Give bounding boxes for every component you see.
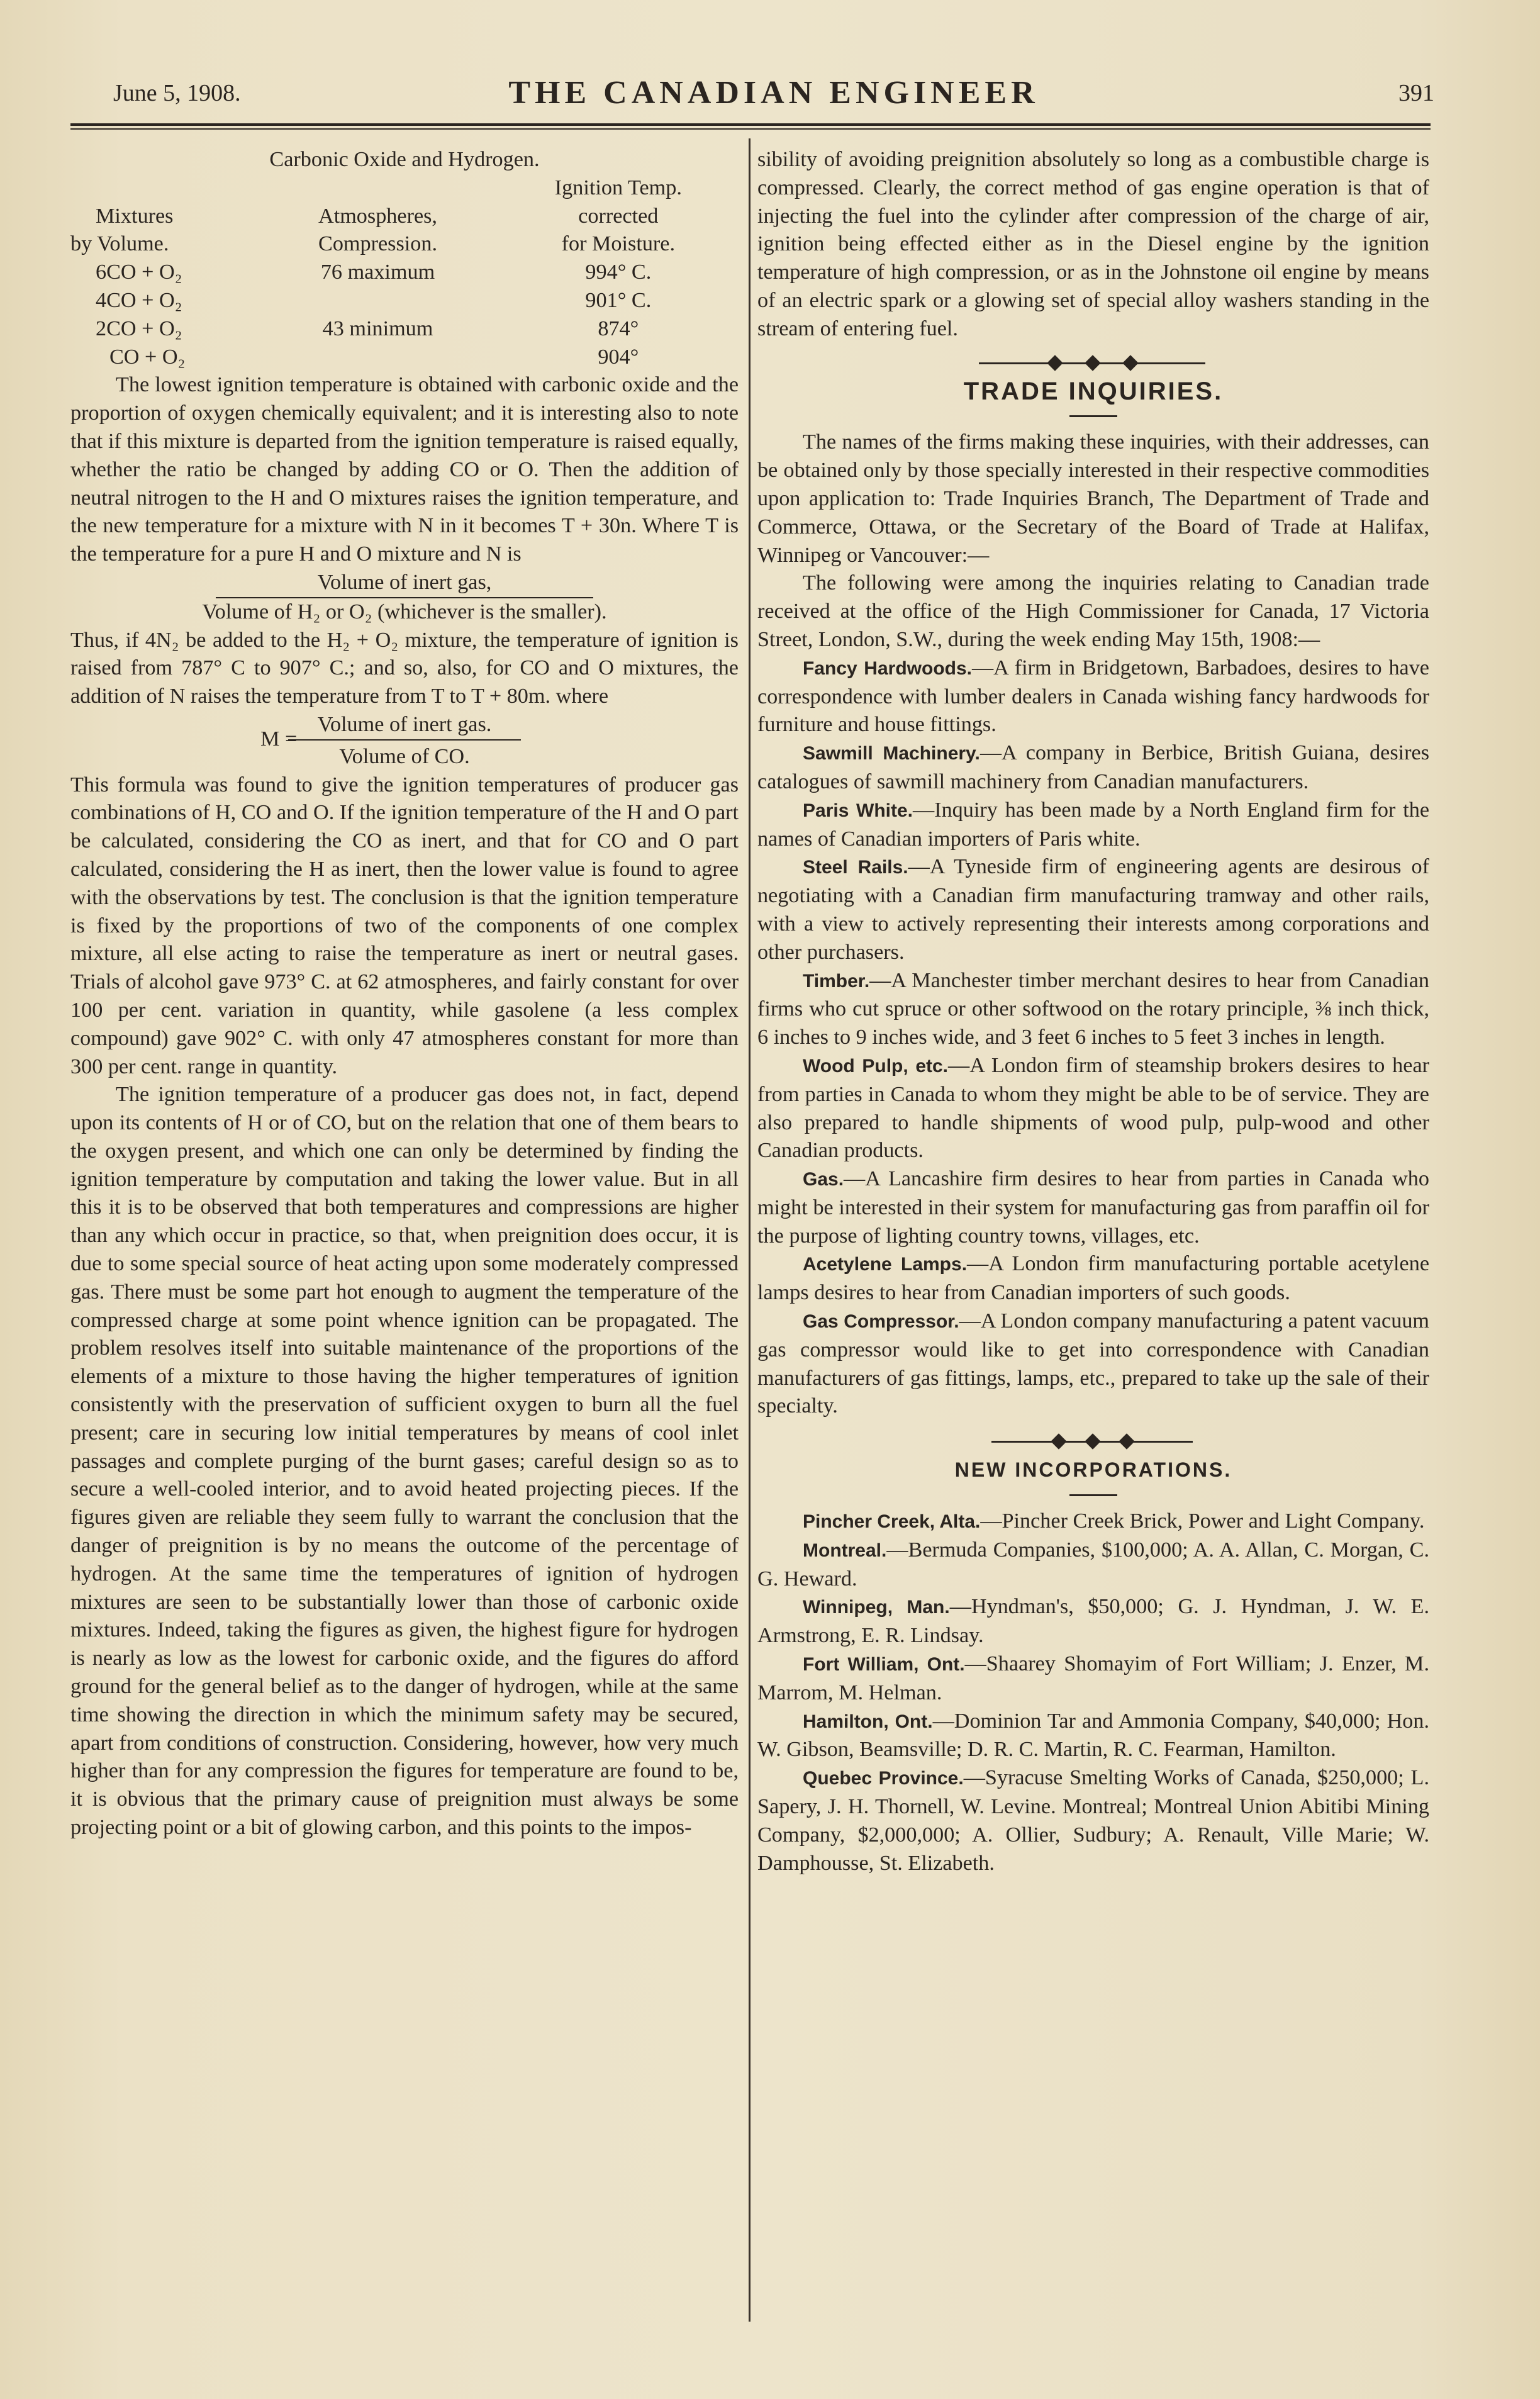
table-header-cell: by Volume. xyxy=(70,232,169,256)
body-paragraph: sibility of avoiding preignition absolutely so long as a combustible charge is compressed. Clearly, the correct method of gas engine operation is that of injecting the fuel into the cylinder after compression of the charge of air, ignition being effected either as in the Diesel engine by the ignition temperature of high compression, or as in the Johnstone oil engine by means of an electric spark or a glowing set of special alloy washers standing in the stream of entering fuel. xyxy=(757,148,1429,340)
table-header-cell: corrected xyxy=(578,204,659,228)
inquiry-text: —A London firm of steamship brokers desires to hear from parties in Canada to whom they might be able to be of service. They are also prepared to handle shipments of wood pulp, pulp-wood and other Canadian products. xyxy=(757,1053,1430,1163)
table-header-row xyxy=(70,203,739,231)
incorporation-item xyxy=(757,1708,1429,1765)
inquiry-item xyxy=(757,1307,1429,1421)
header-rule xyxy=(70,123,1431,126)
table-header-cell: Mixtures xyxy=(96,204,174,228)
section-title-trade-inquiries: TRADE INQUIRIES. xyxy=(963,377,1224,405)
body-paragraph: This formula was found to give the ignition temperatures of producer gas combinations of H, CO and O. If the ignition temperature of the H and O part be calculated, considering the CO as inert, and that for CO and O part calculated, considering the H as inert, then the lower value is found to agree with the observations by test. The conclusion is that the ignition temperature is fixed by the proportions of two of the components of one complex mixture, all else acting to raise the temperature as inert or neutral gases. Trials of alcohol gave 973° C. at 62 atmospheres, and fairly constant for over 100 per cent. variation in quantity, while gasolene (a less complex compound) gave 902° C. with only 47 atmospheres constant for more than 300 per cent. range in quantity. xyxy=(70,773,739,1078)
section-title-new-incorporations: NEW INCORPORATIONS. xyxy=(954,1458,1232,1482)
section-ornament xyxy=(757,1432,1429,1451)
table-cell: 901° C. xyxy=(585,288,652,312)
inquiry-item xyxy=(757,1165,1429,1250)
formula-fraction xyxy=(70,711,739,771)
incorporation-text: —Dominion Tar and Ammonia Company, $40,000; Hon. W. Gibson, Beamsville; D. R. C. Martin, R. C. Fearman, Hamilton. xyxy=(757,1709,1429,1762)
incorporation-lead: Hamilton, Ont. xyxy=(803,1711,933,1732)
inquiry-text: —A London firm manufacturing portable acetylene lamps desires to hear from Canadian importers of such goods. xyxy=(757,1252,1429,1305)
inquiry-lead: Gas. xyxy=(803,1169,844,1190)
inquiry-lead: Timber. xyxy=(803,970,870,992)
table-row xyxy=(70,287,739,315)
header-rule-thin xyxy=(70,128,1431,130)
inquiry-lead: Paris White. xyxy=(803,800,913,821)
incorporation-item xyxy=(757,1593,1429,1650)
incorporation-text: —Syracuse Smelting Works of Canada, $250,000; L. Sapery, J. H. Thornell, W. Levine. Montreal; Montreal Union Abitibi Mining Company, $2,000,000; A. Ollier, Sudbury; A. Renault, Ville Marie; W. Damphousse, St. Elizabeth. xyxy=(757,1766,1429,1875)
table-cell: 2CO + O₂ xyxy=(96,316,182,340)
table-cell: 904° xyxy=(598,345,639,369)
inquiry-item xyxy=(757,739,1429,797)
inquiry-item xyxy=(757,1250,1429,1307)
inquiry-text: —Inquiry has been made by a North England firm for the names of Canadian importers of Paris white. xyxy=(757,798,1429,851)
section-ornament xyxy=(757,354,1429,372)
table-header-cell: Ignition Temp. xyxy=(554,176,682,199)
table-cell: 43 minimum xyxy=(322,316,433,340)
left-column xyxy=(70,146,739,1842)
page-header xyxy=(113,69,1434,113)
incorporation-item xyxy=(757,1764,1429,1877)
formula-denominator: Volume of H₂ or O₂ (whichever is the smaller). xyxy=(202,600,607,624)
right-column xyxy=(757,146,1429,1877)
body-paragraph: The names of the firms making these inquiries, with their addresses, can be obtained only by those specially interested in their respective commodities upon application to: Trade Inquiries Branch, The Department of Trade and Commerce, Ottawa, or the Secretary of the Board of Trade at Halifax, Winnipeg or Vancouver:— xyxy=(757,430,1429,567)
table-cell: 994° C. xyxy=(585,260,652,284)
inquiry-item xyxy=(757,654,1429,739)
body-paragraph: The ignition temperature of a producer gas does not, in fact, depend upon its contents of H or of CO, but on the relation that one of them bears to the oxygen present, and which one can only be determined by finding the ignition temperature by computation and taking the lower value. But in all this it is to be observed that both temperatures and compressions are higher than any which occur in practice, so that, when preignition does occur, it is due to some special source of heat acting upon some moderately compressed gas. There must be some part hot enough to augment the temperature of the compressed charge at some point whence ignition can be propagated. The problem resolves itself into suitable maintenance of the proportions of the elements of a mixture to those having the higher temperatures of ignition consistently with the preservation of sufficient oxygen to burn all the fuel present; care in securing low initial temperatures by means of cool inlet passages and complete purging of the burnt gases; careful design so as to secure a well-cooled interior, and to avoid heated projecting pieces. If the figures given are reliable they seem fully to warrant the conclusion that the danger of preignition is by no means the outcome of the percentage of hydrogen. At the same time the temperatures of ignition of hydrogen mixtures are seen to be substantially lower than those of carbonic oxide mixtures. Indeed, taking the figures as given, the highest figure for hydrogen is nearly as low as the lowest for carbonic oxide, and the figures do afford ground for the general belief as to the danger of hydrogen, while at the same time showing the direction in which the minimum safety may be secured, apart from conditions of construction. Considering, however, how very much higher than for any compression the figures for temperature are found to be, it is obvious that the primary cause of preignition must always be some projecting point or a bit of glowing carbon, and this points to the impos- xyxy=(70,1083,739,1840)
table-header-row xyxy=(70,174,739,203)
formula-fraction xyxy=(70,569,739,627)
inquiry-lead: Fancy Hardwoods. xyxy=(803,657,972,679)
table-title: Carbonic Oxide and Hydrogen. xyxy=(269,148,540,171)
issue-date: June 5, 1908. xyxy=(113,80,241,106)
table-cell: 76 maximum xyxy=(320,260,435,284)
body-paragraph: The lowest ignition temperature is obtained with carbonic oxide and the proportion of oxygen chemically equivalent; and it is interesting also to note that if this mixture is departed from the ignition temperature is raised equally, whether the ratio be changed by adding CO or O. Then the addition of neutral nitrogen to the H and O mixtures raises the ignition temperature, and the new temperature for a mixture with N in it becomes T + 30n. Where T is the temperature for a pure H and O mixture and N is xyxy=(70,373,739,566)
inquiry-item xyxy=(757,853,1429,966)
table-row xyxy=(70,315,739,344)
fraction-bar xyxy=(288,739,521,741)
publication-title: THE CANADIAN ENGINEER xyxy=(508,75,1039,111)
incorporation-item xyxy=(757,1650,1429,1708)
formula-numerator: Volume of inert gas. xyxy=(317,712,492,736)
column-divider xyxy=(749,138,750,2322)
table-row xyxy=(70,259,739,287)
incorporation-lead: Winnipeg, Man. xyxy=(803,1597,950,1618)
body-paragraph: The following were among the inquiries relating to Canadian trade received at the office of the High Commissioner for Canada, 17 Victoria Street, London, S.W., during the week ending May 15th, 1908:— xyxy=(757,571,1429,651)
incorporation-lead: Quebec Province. xyxy=(803,1768,964,1789)
table-cell: 4CO + O₂ xyxy=(96,288,182,312)
table-cell: 6CO + O₂ xyxy=(96,260,182,284)
inquiry-lead: Sawmill Machinery. xyxy=(803,743,980,764)
table-cell: 874° xyxy=(598,316,639,340)
table-header-cell: Compression. xyxy=(318,232,437,256)
incorporation-text: —Bermuda Companies, $100,000; A. A. Allan, C. Morgan, C. G. Heward. xyxy=(757,1538,1429,1591)
incorporation-lead: Fort William, Ont. xyxy=(803,1654,965,1675)
inquiry-lead: Acetylene Lamps. xyxy=(803,1254,968,1275)
table-cell xyxy=(257,287,498,315)
incorporation-item xyxy=(757,1536,1429,1594)
body-paragraph: Thus, if 4N₂ be added to the H₂ + O₂ mixture, the temperature of ignition is raised from 787° C to 907° C.; and so, also, for CO and O mixtures, the addition of N raises the temperature from T to T + 80m. where xyxy=(70,628,739,708)
inquiry-text: —A Tyneside firm of engineering agents are desirous of negotiating with a Canadian firm manufacturing tramway and other rails, with a view to actively representing their interests among corporations and other purchasers. xyxy=(757,855,1429,964)
inquiry-item xyxy=(757,967,1429,1052)
table-cell: CO + O₂ xyxy=(109,345,186,369)
formula-numerator: Volume of inert gas, xyxy=(317,570,492,594)
incorporation-text: —Hyndman's, $50,000; G. J. Hyndman, J. W. E. Armstrong, E. R. Lindsay. xyxy=(757,1595,1429,1648)
table-header-cell: Atmospheres, xyxy=(318,204,437,228)
table-header-row xyxy=(70,230,739,259)
incorporation-lead: Montreal. xyxy=(803,1540,887,1561)
table-row xyxy=(70,344,739,372)
formula-lhs: M = xyxy=(260,727,298,751)
inquiry-text: —A London company manufacturing a patent vacuum gas compressor would like to get into correspondence with Canadian manufacturers of gas fittings, lamps, etc., prepared to take up the sale of their specialty. xyxy=(757,1309,1430,1418)
title-rule xyxy=(1069,415,1117,417)
incorporation-item xyxy=(757,1507,1429,1536)
incorporation-lead: Pincher Creek, Alta. xyxy=(803,1511,981,1533)
table-cell xyxy=(257,344,498,372)
inquiry-text: —A firm in Bridgetown, Barbadoes, desires to have correspondence with lumber dealers in Canada wishing fancy hardwoods for furniture and house fittings. xyxy=(757,656,1429,737)
incorporation-text: —Pincher Creek Brick, Power and Light Company. xyxy=(980,1509,1425,1533)
inquiry-text: —A Lancashire firm desires to hear from parties in Canada who might be interested in their system for manufacturing gas from paraffin oil for the purpose of lighting country towns, villages, etc. xyxy=(757,1167,1429,1248)
incorporation-text: —Shaarey Shomayim of Fort William; J. Enzer, M. Marrom, M. Helman. xyxy=(757,1652,1429,1704)
inquiry-lead: Steel Rails. xyxy=(803,857,908,878)
ignition-table xyxy=(70,174,739,372)
page-number: 391 xyxy=(1398,80,1434,106)
title-rule xyxy=(1069,1494,1117,1496)
inquiry-item xyxy=(757,797,1429,854)
formula-denominator: Volume of CO. xyxy=(339,744,470,768)
inquiry-text: —A Manchester timber merchant desires to hear from Canadian firms who cut spruce or other softwood on the rotary principle, ⅜ inch thick, 6 inches to 9 inches wide, and 3 feet 6 inches to 5 feet 3 inches in length. xyxy=(757,968,1429,1049)
inquiry-lead: Gas Compressor. xyxy=(803,1311,959,1333)
table-header-cell: for Moisture. xyxy=(561,232,676,256)
inquiry-lead: Wood Pulp, etc. xyxy=(803,1055,949,1076)
inquiry-text: —A company in Berbice, British Guiana, desires catalogues of sawmill machinery from Canadian manufacturers. xyxy=(757,741,1430,793)
inquiry-item xyxy=(757,1052,1429,1165)
